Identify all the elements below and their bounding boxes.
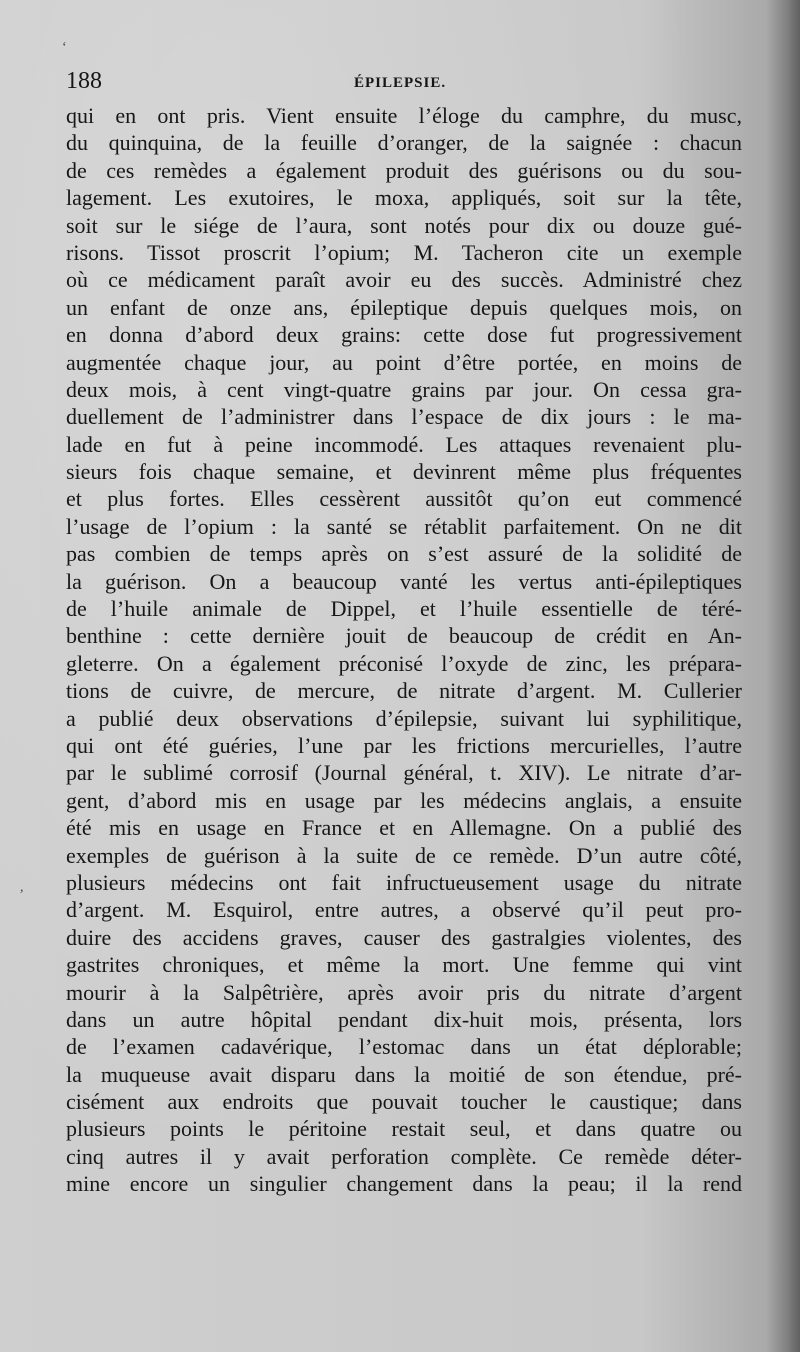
page-number: 188 xyxy=(66,68,102,94)
text-line: gleterre. On a également préconisé l’oxyde de zinc, les prépara- xyxy=(66,650,742,676)
ink-speck: , xyxy=(20,880,24,895)
text-line: de l’huile animale de Dippel, et l’huile essentielle de téré- xyxy=(66,596,742,622)
text-line: risons. Tissot proscrit l’opium; M. Tacheron cite un exemple xyxy=(66,239,742,265)
text-line: sieurs fois chaque semaine, et devinrent même plus fréquentes xyxy=(66,459,742,485)
text-line: gastrites chroniques, et même la mort. Une femme qui vint xyxy=(66,952,742,978)
text-line: plusieurs médecins ont fait infructueusement usage du nitrate xyxy=(66,869,742,895)
text-line: lagement. Les exutoires, le moxa, appliqués, soit sur la tête, xyxy=(66,185,742,211)
text-line: et plus fortes. Elles cessèrent aussitôt qu’on eut commencé xyxy=(66,486,742,512)
text-line: de l’examen cadavérique, l’estomac dans un état déplorable; xyxy=(66,1034,742,1060)
text-line: mourir à la Salpêtrière, après avoir pris du nitrate d’argent xyxy=(66,979,742,1005)
text-line: du quinquina, de la feuille d’oranger, de la saignée : chacun xyxy=(66,130,742,156)
running-title: ÉPILEPSIE. xyxy=(354,75,447,91)
text-line: qui ont été guéries, l’une par les frictions mercurielles, l’autre xyxy=(66,732,742,758)
text-line: plusieurs points le péritoine restait seul, et dans quatre ou xyxy=(66,1116,742,1142)
text-line: de ces remèdes a également produit des guérisons ou du sou- xyxy=(66,157,742,183)
body-text xyxy=(66,102,742,1198)
text-line: a publié deux observations d’épilepsie, suivant lui syphilitique, xyxy=(66,705,742,731)
text-line: cisément aux endroits que pouvait toucher le caustique; dans xyxy=(66,1089,742,1115)
text-line: l’usage de l’opium : la santé se rétablit parfaitement. On ne dit xyxy=(66,513,742,539)
text-line: augmentée chaque jour, au point d’être portée, en moins de xyxy=(66,349,742,375)
text-line: en donna d’abord deux grains: cette dose fut progressivement xyxy=(66,322,742,348)
text-line: gent, d’abord mis en usage par les médecins anglais, a ensuite xyxy=(66,787,742,813)
text-line: la muqueuse avait disparu dans la moitié de son étendue, pré- xyxy=(66,1061,742,1087)
text-line: lade en fut à peine incommodé. Les attaques revenaient plu- xyxy=(66,431,742,457)
text-line: duire des accidens graves, causer des gastralgies violentes, des xyxy=(66,924,742,950)
text-line: soit sur le siége de l’aura, sont notés pour dix ou douze gué- xyxy=(66,212,742,238)
text-line: mine encore un singulier changement dans la peau; il la rend xyxy=(66,1171,742,1197)
text-line: d’argent. M. Esquirol, entre autres, a observé qu’il peut pro- xyxy=(66,897,742,923)
ink-speck: ʻ xyxy=(62,40,67,55)
text-line: cinq autres il y avait perforation complète. Ce remède déter- xyxy=(66,1143,742,1169)
text-line: exemples de guérison à la suite de ce remède. D’un autre côté, xyxy=(66,842,742,868)
text-line: benthine : cette dernière jouit de beaucoup de crédit en An- xyxy=(66,623,742,649)
text-line: deux mois, à cent vingt-quatre grains par jour. On cessa gra- xyxy=(66,376,742,402)
text-line: tions de cuivre, de mercure, de nitrate d’argent. M. Cullerier xyxy=(66,678,742,704)
text-line: la guérison. On a beaucoup vanté les vertus anti-épileptiques xyxy=(66,568,742,594)
text-line: où ce médicament paraît avoir eu des succès. Administré chez xyxy=(66,267,742,293)
page-edge-shadow xyxy=(766,0,800,1352)
text-line: duellement de l’administrer dans l’espace de dix jours : le ma- xyxy=(66,404,742,430)
page-header xyxy=(66,66,742,98)
text-line: été mis en usage en France et en Allemagne. On a publié des xyxy=(66,815,742,841)
text-line: par le sublimé corrosif (Journal général, t. XIV). Le nitrate d’ar- xyxy=(66,760,742,786)
text-line: pas combien de temps après on s’est assuré de la solidité de xyxy=(66,541,742,567)
text-line: un enfant de onze ans, épileptique depuis quelques mois, on xyxy=(66,294,742,320)
text-line: dans un autre hôpital pendant dix-huit mois, présenta, lors xyxy=(66,1006,742,1032)
text-line: qui en ont pris. Vient ensuite l’éloge du camphre, du musc, xyxy=(66,103,742,128)
